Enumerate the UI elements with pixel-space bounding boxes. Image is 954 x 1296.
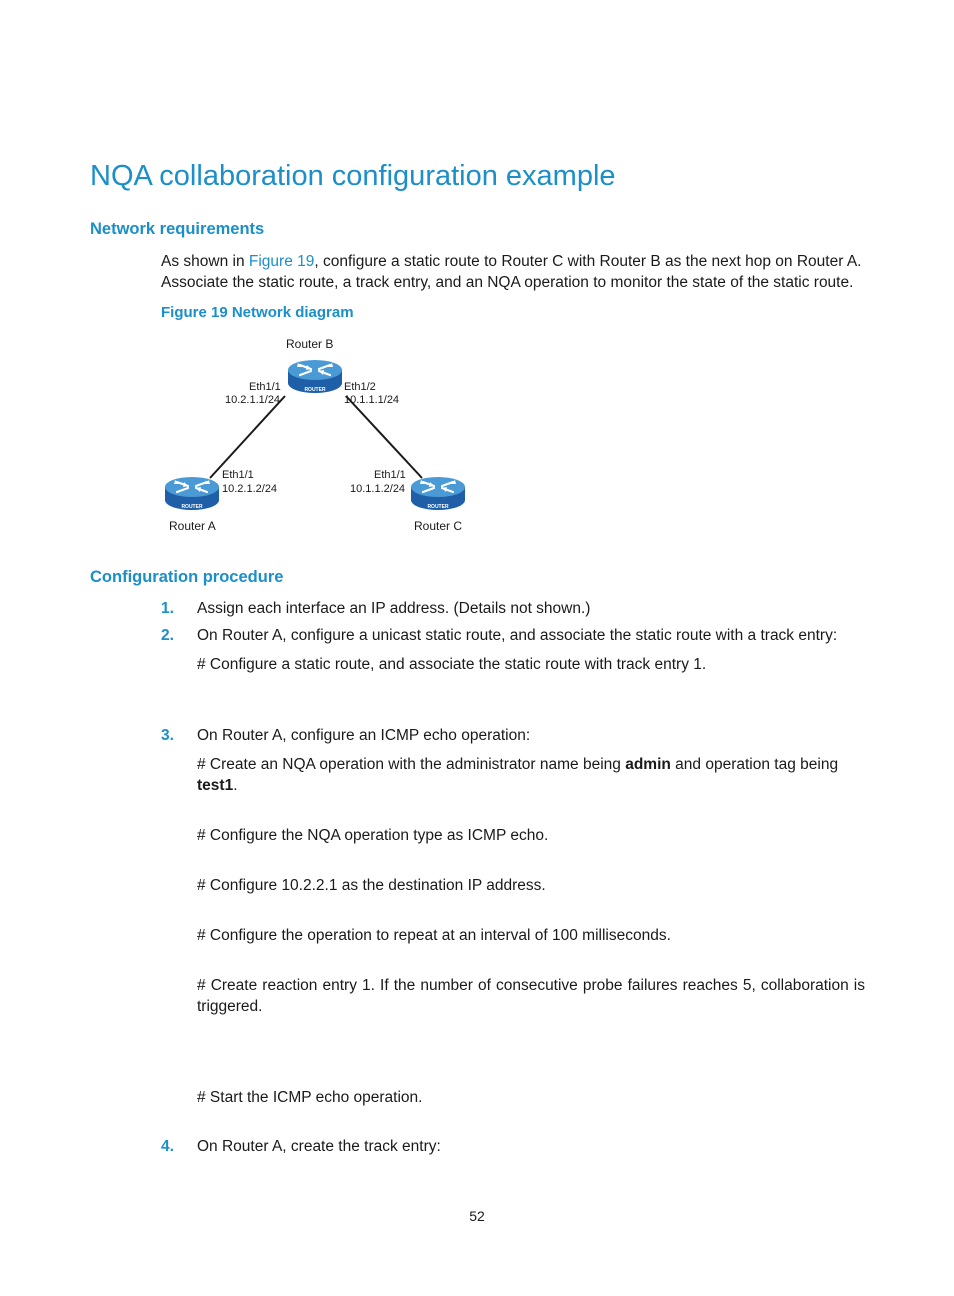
step-4-text: On Router A, create the track entry: <box>197 1138 441 1155</box>
step-1-number: 1. <box>161 600 174 617</box>
router-b-left-ip: 10.2.1.1/24 <box>225 394 281 406</box>
svg-text:ROUTER: ROUTER <box>181 504 203 510</box>
step-4-number: 4. <box>161 1138 174 1155</box>
router-a-icon <box>165 477 219 510</box>
router-b-right-port: Eth1/2 <box>344 381 376 393</box>
router-c-ip: 10.1.1.2/24 <box>350 483 406 495</box>
step-3-comment-start: # Start the ICMP echo operation. <box>197 1089 423 1106</box>
step-3-comment-type: # Configure the NQA operation type as ICMP echo. <box>197 827 549 844</box>
svg-text:ROUTER: ROUTER <box>304 387 326 393</box>
comment-text: # Create an NQA operation with the administrator name being <box>197 756 626 773</box>
figure-link[interactable]: Figure 19 <box>248 253 315 270</box>
page-title: NQA collaboration configuration example <box>90 160 616 192</box>
paragraph-text: , configure a static route to Router C with Router B as the next hop on Router A. Associate the static route, a track entry, and an NQA operation to monitor the state of the static route. <box>161 253 862 291</box>
comment-text: . <box>233 777 238 794</box>
router-c-label: Router C <box>414 519 463 533</box>
router-a-ip: 10.2.1.2/24 <box>222 483 278 495</box>
router-b-label: Router B <box>286 337 334 351</box>
section-heading-configuration-procedure: Configuration procedure <box>90 568 284 586</box>
step-3-comment-create-operation <box>197 754 865 796</box>
router-a-port: Eth1/1 <box>222 469 254 481</box>
step-2-number: 2. <box>161 627 174 644</box>
router-b-icon <box>288 360 342 393</box>
router-a-label: Router A <box>169 519 216 533</box>
network-diagram <box>150 330 490 545</box>
section-heading-network-requirements: Network requirements <box>90 220 265 238</box>
page-number: 52 <box>469 1208 485 1224</box>
svg-text:ROUTER: ROUTER <box>427 504 449 510</box>
network-requirements-paragraph <box>161 251 866 293</box>
link-b-c <box>346 396 422 478</box>
router-b-left-port: Eth1/1 <box>249 381 281 393</box>
router-c-icon <box>411 477 465 510</box>
step-3-comment-interval: # Configure the operation to repeat at an interval of 100 milliseconds. <box>197 927 671 944</box>
paragraph-text: As shown in <box>161 253 249 270</box>
step-3-comment-reaction: # Create reaction entry 1. If the number of consecutive probe failures reaches 5, collaboration is triggered. <box>197 977 865 1015</box>
link-a-b <box>210 396 285 478</box>
comment-text: and operation tag being <box>670 756 839 773</box>
step-1-text: Assign each interface an IP address. (Details not shown.) <box>197 600 591 617</box>
step-3-comment-destination: # Configure 10.2.2.1 as the destination IP address. <box>197 877 546 894</box>
step-3-number: 3. <box>161 727 174 744</box>
router-b-right-ip: 10.1.1.1/24 <box>344 394 400 406</box>
admin-name: admin <box>625 756 671 773</box>
figure-caption: Figure 19 Network diagram <box>161 304 354 321</box>
step-2-text: On Router A, configure a unicast static route, and associate the static route with a track entry: <box>197 627 838 644</box>
operation-tag: test1 <box>197 777 234 794</box>
router-c-port: Eth1/1 <box>374 469 406 481</box>
step-2-comment: # Configure a static route, and associate the static route with track entry 1. <box>197 656 707 673</box>
step-3-text: On Router A, configure an ICMP echo operation: <box>197 727 531 744</box>
